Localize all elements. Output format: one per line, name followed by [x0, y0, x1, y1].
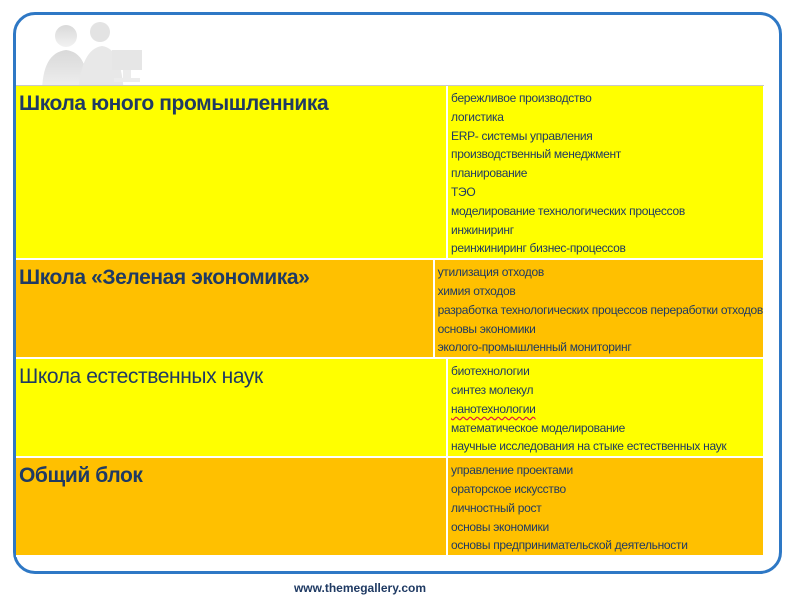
topic-item: ERP- системы управления: [451, 128, 593, 143]
topic-item: моделирование технологических процессов: [451, 203, 685, 218]
schools-table: [16, 86, 763, 557]
topic-item: реинжиниринг бизнес-процессов: [451, 241, 626, 256]
table-row: [16, 359, 763, 458]
table-row: [16, 458, 763, 557]
topic-item: инжиниринг: [451, 222, 514, 237]
topic-item: утилизация отходов: [437, 265, 544, 280]
topic-item: основы предпринимательской деятельности: [451, 538, 688, 553]
topic-item: бережливое производство: [451, 91, 592, 105]
topic-item: ораторское искусство: [451, 481, 566, 496]
topic-item: ТЭО: [451, 184, 476, 199]
topic-item: основы экономики: [437, 321, 536, 336]
topic-item: математическое моделирование: [451, 420, 626, 435]
topic-item: основы экономики: [451, 519, 549, 534]
topic-item: производственный менеджмент: [451, 147, 621, 162]
topic-item: научные исследования на стыке естественных наук: [451, 439, 727, 454]
topic-item: логистика: [451, 109, 504, 124]
topic-list: [448, 359, 763, 456]
topic-list: [448, 86, 763, 258]
topic-list: [435, 260, 763, 357]
topic-list: [448, 458, 763, 555]
school-name: Школа естественных наук: [16, 359, 448, 456]
topic-item: планирование: [451, 166, 528, 181]
school-name: Школа юного промышленника: [16, 86, 448, 258]
business-people-silhouette-icon: [28, 14, 148, 94]
topic-item: биотехнологии: [451, 364, 530, 379]
topic-item: разработка технологических процессов переработки отходов: [437, 302, 763, 317]
topic-item: нанотехнологии: [451, 401, 536, 416]
footer-url[interactable]: www.themegallery.com: [293, 581, 427, 595]
topic-item: синтез молекул: [451, 382, 534, 397]
table-row: [16, 86, 763, 260]
table-row: [16, 260, 763, 359]
school-name: Общий блок: [16, 458, 448, 555]
school-name: Школа «Зеленая экономика»: [16, 260, 435, 357]
topic-item: личностный рост: [451, 500, 542, 515]
topic-item: управление проектами: [451, 463, 573, 478]
topic-item: эколого-промышленный мониторинг: [437, 340, 632, 355]
topic-item: химия отходов: [437, 283, 516, 298]
